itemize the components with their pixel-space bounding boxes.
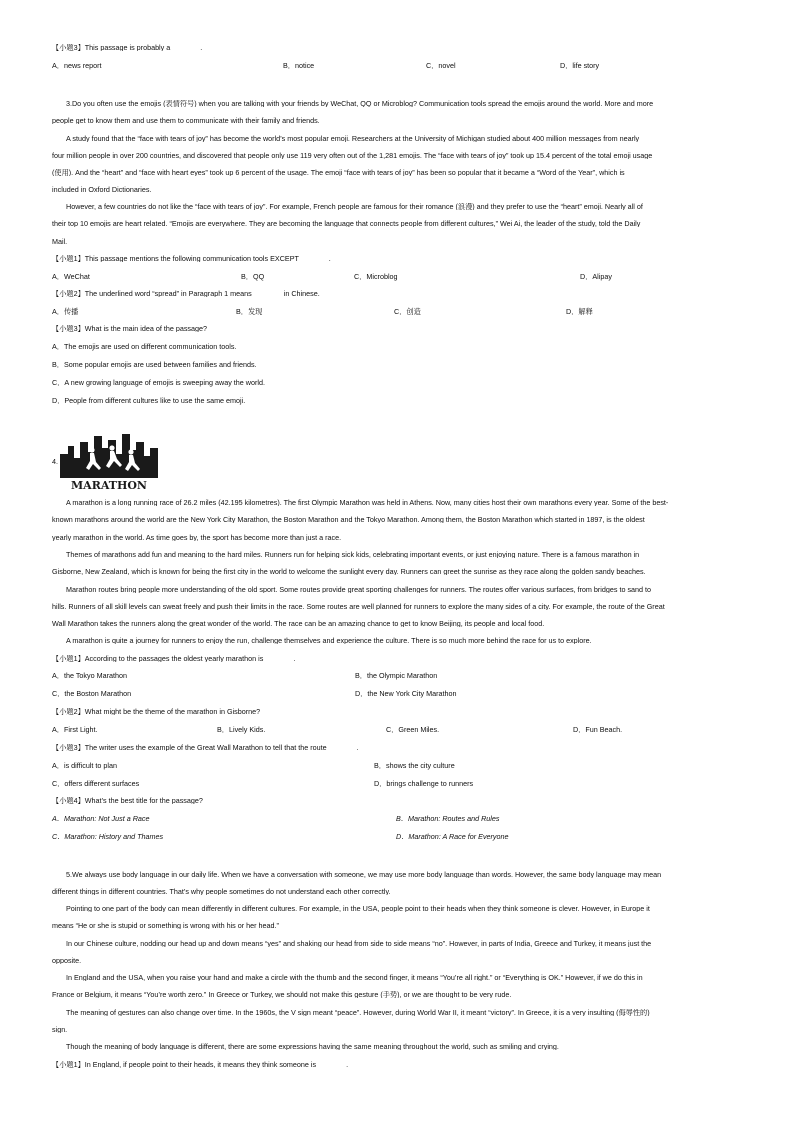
option-b[interactable]: B．notice	[283, 61, 315, 70]
passage-3-line: (使用). And the “heart” and “face with heart eyes” took up 6 percent of the usage. The emoji “face with tears of joy” has been so popular that it became a “Word of the Year”, which is	[52, 169, 625, 177]
passage-4-line: Marathon routes bring people more understanding of the old sport. Some routes provide great sporting challenges for runners. The routes offer various surfaces, from bridges to sand to	[66, 586, 652, 594]
passage-4-line: known marathons around the world are the New York City Marathon, the Boston Marathon and the Tokyo Marathon. Among them, the Boston Marathon which started in 1897, is the oldest	[52, 516, 645, 524]
passage-5-line: In England and the USA, when you raise your hand and make a circle with the thumb and the second finger, it means “You’re all right.” or “Everything is OK.” However, if we do this in	[66, 974, 643, 982]
passage-3-line: their top 10 emojis are heart related. “Emojis are everywhere. They are becoming the language that connects people from different cultures,” Wei Ai, the leader of the study, told the Daily	[52, 220, 641, 228]
passage-number: 4.	[52, 457, 58, 466]
option-a[interactable]: A．The emojis are used on different communication tools.	[52, 342, 237, 351]
marathon-logo	[58, 432, 164, 492]
passage-5-line: opposite.	[52, 957, 82, 965]
passage-3-line: A study found that the “face with tears of joy” has become the world’s most popular emoji. Researchers at the University of Michigan studied about 400 million messages from nearly	[66, 135, 640, 143]
passage-5-line: means “He or she is stupid or something is wrong with his or her head.”	[52, 922, 279, 930]
passage-4-line: yearly marathon in the world. As time goes by, the sport has become more than just a race.	[52, 534, 342, 542]
option-c[interactable]: C．Marathon: History and Thames	[52, 832, 164, 841]
option-d[interactable]: D．the New York City Marathon	[355, 689, 457, 698]
option-c[interactable]: C．创造	[394, 307, 421, 316]
question-3-2: 【小题2】The underlined word “spread” in Paragraph 1 means _______ in Chinese.	[52, 290, 320, 298]
option-a[interactable]: A．is difficult to plan	[52, 761, 117, 770]
passage-3-line: four million people in over 200 countries, and discovered that people only use 119 very often out of the 1,281 emojis. The “face with tears of joy” took up 15.4 percent of the total emoji usage	[52, 152, 653, 160]
passage-4-line: A marathon is quite a journey for runners to enjoy the run, challenge themselves and experience the culture. There is so much more behind the race for us to explore.	[66, 637, 592, 645]
option-b[interactable]: B．Marathon: Routes and Rules	[396, 814, 500, 823]
question-3-prev: 【小题3】This passage is probably a _______.	[52, 44, 203, 52]
option-a[interactable]: A．WeChat	[52, 272, 90, 281]
option-b[interactable]: B．Some popular emojis are used between families and friends.	[52, 360, 257, 369]
logo-text: MARATHON	[70, 479, 148, 492]
option-b[interactable]: B．发现	[236, 307, 263, 316]
passage-4-line: Gisborne, New Zealand, which is known for being the first city in the world to welcome the sunlight every day. Runners can greet the sunrise as they race along the golden sandy beaches.	[52, 568, 646, 576]
passage-5-line: sign.	[52, 1026, 68, 1034]
option-a[interactable]: A．传播	[52, 307, 79, 316]
passage-4-line: A marathon is a long running race of 26.2 miles (42.195 kilometres). The first Olympic Marathon was held in Athens. Now, many cities host their own marathons every year. Some of the best-	[66, 499, 669, 507]
question-5-1: 【小题1】In England, if people point to their heads, it means they think someone is _______.	[52, 1061, 349, 1069]
passage-5-line: The meaning of gestures can also change over time. In the 1960s, the V sign meant “peace”. However, during World War II, it meant “victory”. In Greece, it is a very insulting (侮辱性的)	[66, 1009, 650, 1017]
option-c[interactable]: C．A new growing language of emojis is sweeping away the world.	[52, 378, 265, 387]
option-b[interactable]: B．Lively Kids.	[217, 725, 266, 734]
option-d[interactable]: D．brings challenge to runners	[374, 779, 474, 788]
option-d[interactable]: D．Fun Beach.	[573, 725, 623, 734]
passage-5-line: Though the meaning of body language is different, there are some expressions having the same meaning throughout the world, such as smiling and crying.	[66, 1043, 559, 1051]
skyline-graphic	[60, 434, 158, 476]
question-4-3: 【小题3】The writer uses the example of the Great Wall Marathon to tell that the route _______.	[52, 744, 359, 752]
option-d[interactable]: D．People from different cultures like to use the same emoji.	[52, 396, 246, 405]
passage-5-line: France or Belgium, it means “You’re worth zero.” In Greece or Turkey, we should not make this gesture (手势), or we are thought to be very rude.	[52, 991, 512, 999]
question-3-1: 【小题1】This passage mentions the following communication tools EXCEPT _______.	[52, 255, 331, 263]
option-b[interactable]: B．the Olympic Marathon	[355, 671, 438, 680]
passage-5-line: In our Chinese culture, nodding our head up and down means “yes” and shaking our head from side to side means “no”. However, in parts of India, Greece and Turkey, it means just the	[66, 940, 652, 948]
option-b[interactable]: B．shows the city culture	[374, 761, 455, 770]
underlined-word: spread	[488, 100, 511, 108]
passage-5-line: different things in different countries. That’s why people sometimes do not understand each other correctly.	[52, 888, 391, 896]
question-4-1: 【小题1】According to the passages the oldest yearly marathon is _______.	[52, 655, 296, 663]
passage-3-line: people get to know them and use them to communicate with their family and friends.	[52, 117, 320, 125]
passage-3-line: included in Oxford Dictionaries.	[52, 186, 152, 194]
passage-3-line: Mail.	[52, 238, 68, 246]
option-c[interactable]: C．Microblog	[354, 272, 398, 281]
passage-5-line: Pointing to one part of the body can mean differently in different cultures. For example, in the USA, people point to their heads when they think someone is clever. However, in Europe it	[66, 905, 650, 913]
passage-3-line: 3.Do you often use the emojis (表情符号) when you are talking with your friends by WeChat, QQ or Microblog? Communication tools spread the emojis around the world. More and more	[66, 100, 654, 108]
option-a[interactable]: A．First Light.	[52, 725, 98, 734]
option-b[interactable]: B．QQ	[241, 272, 265, 281]
option-c[interactable]: C．the Boston Marathon	[52, 689, 132, 698]
option-d[interactable]: D．life story	[560, 61, 600, 70]
option-a[interactable]: A．the Tokyo Marathon	[52, 671, 127, 680]
option-c[interactable]: C．Green Miles.	[386, 725, 440, 734]
option-d[interactable]: D．解释	[566, 307, 593, 316]
question-4-4: 【小题4】What’s the best title for the passage?	[52, 797, 203, 805]
option-d[interactable]: D．Alipay	[580, 272, 612, 281]
option-c[interactable]: C．novel	[426, 61, 456, 70]
option-c[interactable]: C．offers different surfaces	[52, 779, 140, 788]
question-3-3: 【小题3】What is the main idea of the passage?	[52, 325, 208, 333]
passage-4-line: Wall Marathon takes the runners along the great wonder of the world. The race can be an amazing chance to get to know Beijing, its people and local food.	[52, 620, 545, 628]
passage-5-line: 5.We always use body language in our daily life. When we have a conversation with someone, we may use more body language than words. However, the same body language may mean	[66, 871, 662, 879]
question-4-2: 【小题2】What might be the theme of the marathon in Gisborne?	[52, 708, 261, 716]
option-d[interactable]: D．Marathon: A Race for Everyone	[396, 832, 509, 841]
option-a[interactable]: A．news report	[52, 61, 102, 70]
option-a[interactable]: A．Marathon: Not Just a Race	[52, 814, 150, 823]
passage-4-line: Themes of marathons add fun and meaning to the hard miles. Runners run for helping sick kids, celebrating important events, or just enjoying nature. There is a famous marathon in	[66, 551, 640, 559]
passage-3-line: However, a few countries do not like the “face with tears of joy”. For example, French people are famous for their romance (浪漫) and they prefer to use the “heart” emoji. Nearly all of	[66, 203, 643, 211]
passage-4-line: hills. Runners of all skill levels can sweat freely and push their limits in the race. Some routes are well planned for runners to explore the many sides of a city. For example, the route of the Great	[52, 603, 665, 611]
